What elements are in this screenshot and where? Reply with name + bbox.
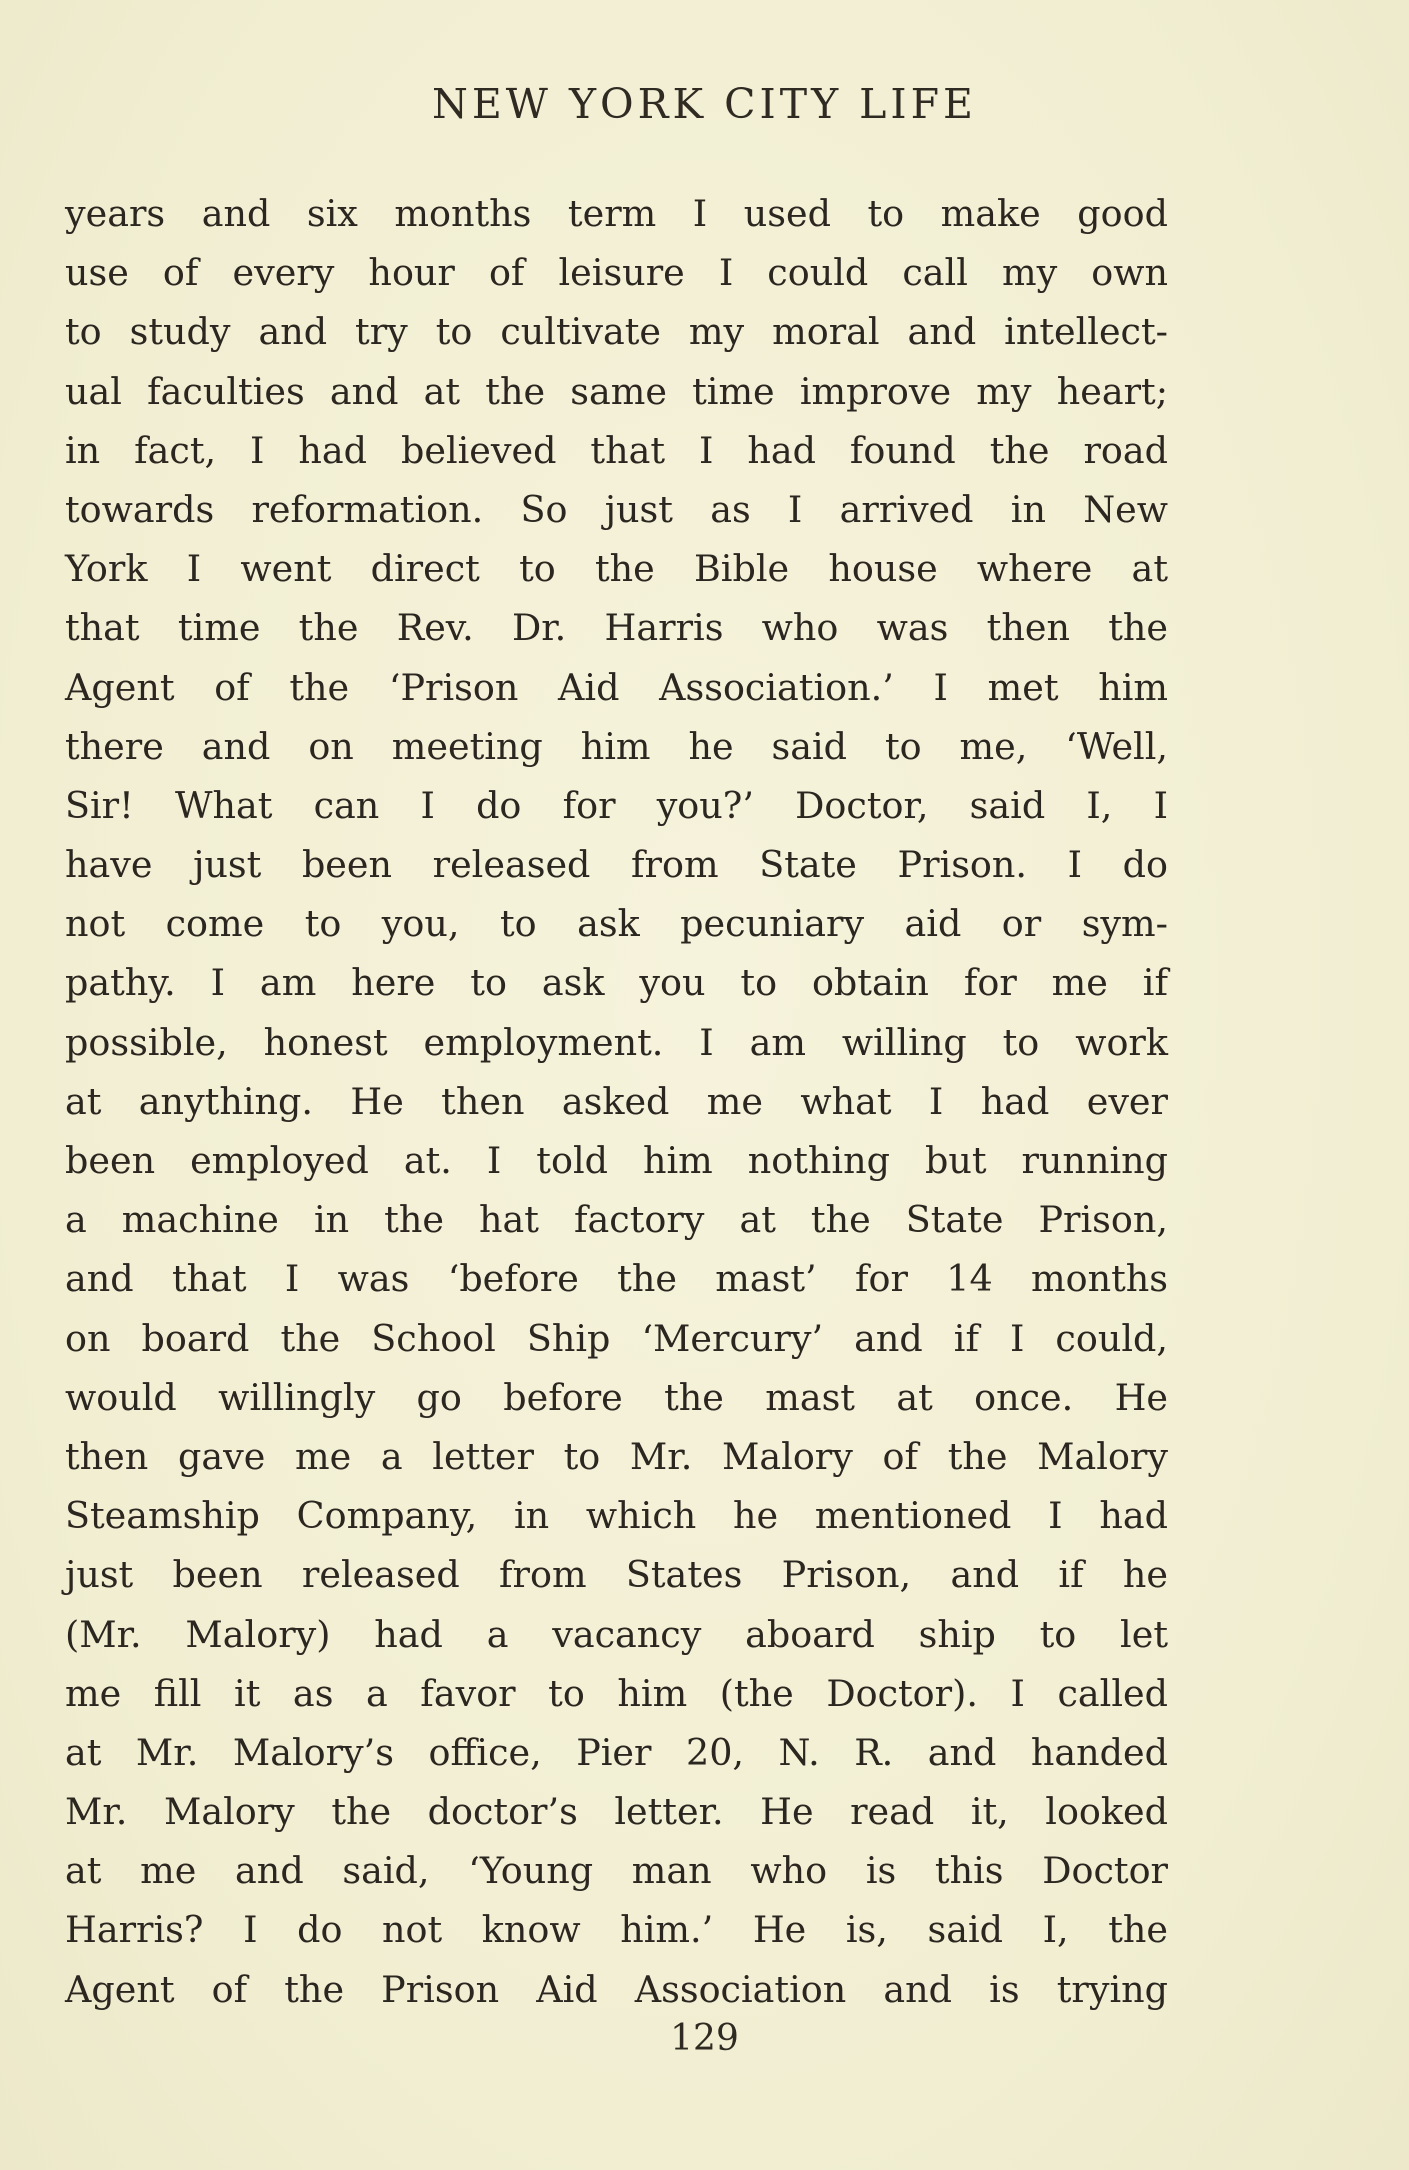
text-line: Sir! What can I do for you?’ Doctor, said I, I (65, 783, 1168, 827)
text-line: there and on meeting him he said to me, ‘Well, (65, 724, 1168, 768)
text-line: ual faculties and at the same time improve my heart; (65, 369, 1168, 413)
text-line: not come to you, to ask pecuniary aid or sym- (65, 902, 1168, 946)
text-line: been employed at. I told him nothing but running (65, 1139, 1168, 1182)
text-line: would willingly go before the mast at once. He (65, 1375, 1168, 1419)
text-line: just been released from States Prison, and if he (65, 1553, 1168, 1597)
text-line: then gave me a letter to Mr. Malory of the Malory (65, 1434, 1168, 1478)
text-line: a machine in the hat factory at the State Prison, (65, 1198, 1168, 1242)
body-text (65, 184, 1168, 2019)
text-line: have just been released from State Prison. I do (65, 843, 1168, 887)
text-line: (Mr. Malory) had a vacancy aboard ship to let (65, 1612, 1168, 1656)
page-number: 129 (670, 2018, 739, 2059)
text-line: Agent of the ‘Prison Aid Association.’ I met him (65, 665, 1168, 709)
text-line: Steamship Company, in which he mentioned I had (65, 1494, 1168, 1538)
text-line: that time the Rev. Dr. Harris who was then the (65, 606, 1168, 650)
text-line: at me and said, ‘Young man who is this Doctor (65, 1849, 1168, 1893)
text-line: York I went direct to the Bible house where at (65, 547, 1168, 591)
text-line: Harris? I do not know him.’ He is, said I, the (65, 1908, 1168, 1952)
text-line: Agent of the Prison Aid Association and is trying (65, 1967, 1168, 2011)
running-title: NEW YORK CITY LIFE (431, 80, 977, 128)
text-line: towards reformation. So just as I arrived in New (65, 487, 1168, 531)
text-line: at Mr. Malory’s office, Pier 20, N. R. and handed (65, 1730, 1168, 1774)
text-line: and that I was ‘before the mast’ for 14 months (65, 1257, 1168, 1301)
text-line: me fill it as a favor to him (the Doctor). I called (65, 1671, 1168, 1715)
text-line: pathy. I am here to ask you to obtain for me if (65, 961, 1168, 1005)
text-line: in fact, I had believed that I had found the road (65, 428, 1168, 472)
text-line: to study and try to cultivate my moral and intellect- (65, 310, 1168, 354)
text-line: Mr. Malory the doctor’s letter. He read it, looked (65, 1790, 1168, 1834)
text-line: possible, honest employment. I am willing to work (65, 1020, 1168, 1064)
text-line: years and six months term I used to make good (65, 192, 1168, 235)
text-line: on board the School Ship ‘Mercury’ and if I could, (65, 1316, 1168, 1360)
text-line: use of every hour of leisure I could call my own (65, 251, 1168, 295)
text-line: at anything. He then asked me what I had ever (65, 1079, 1168, 1123)
